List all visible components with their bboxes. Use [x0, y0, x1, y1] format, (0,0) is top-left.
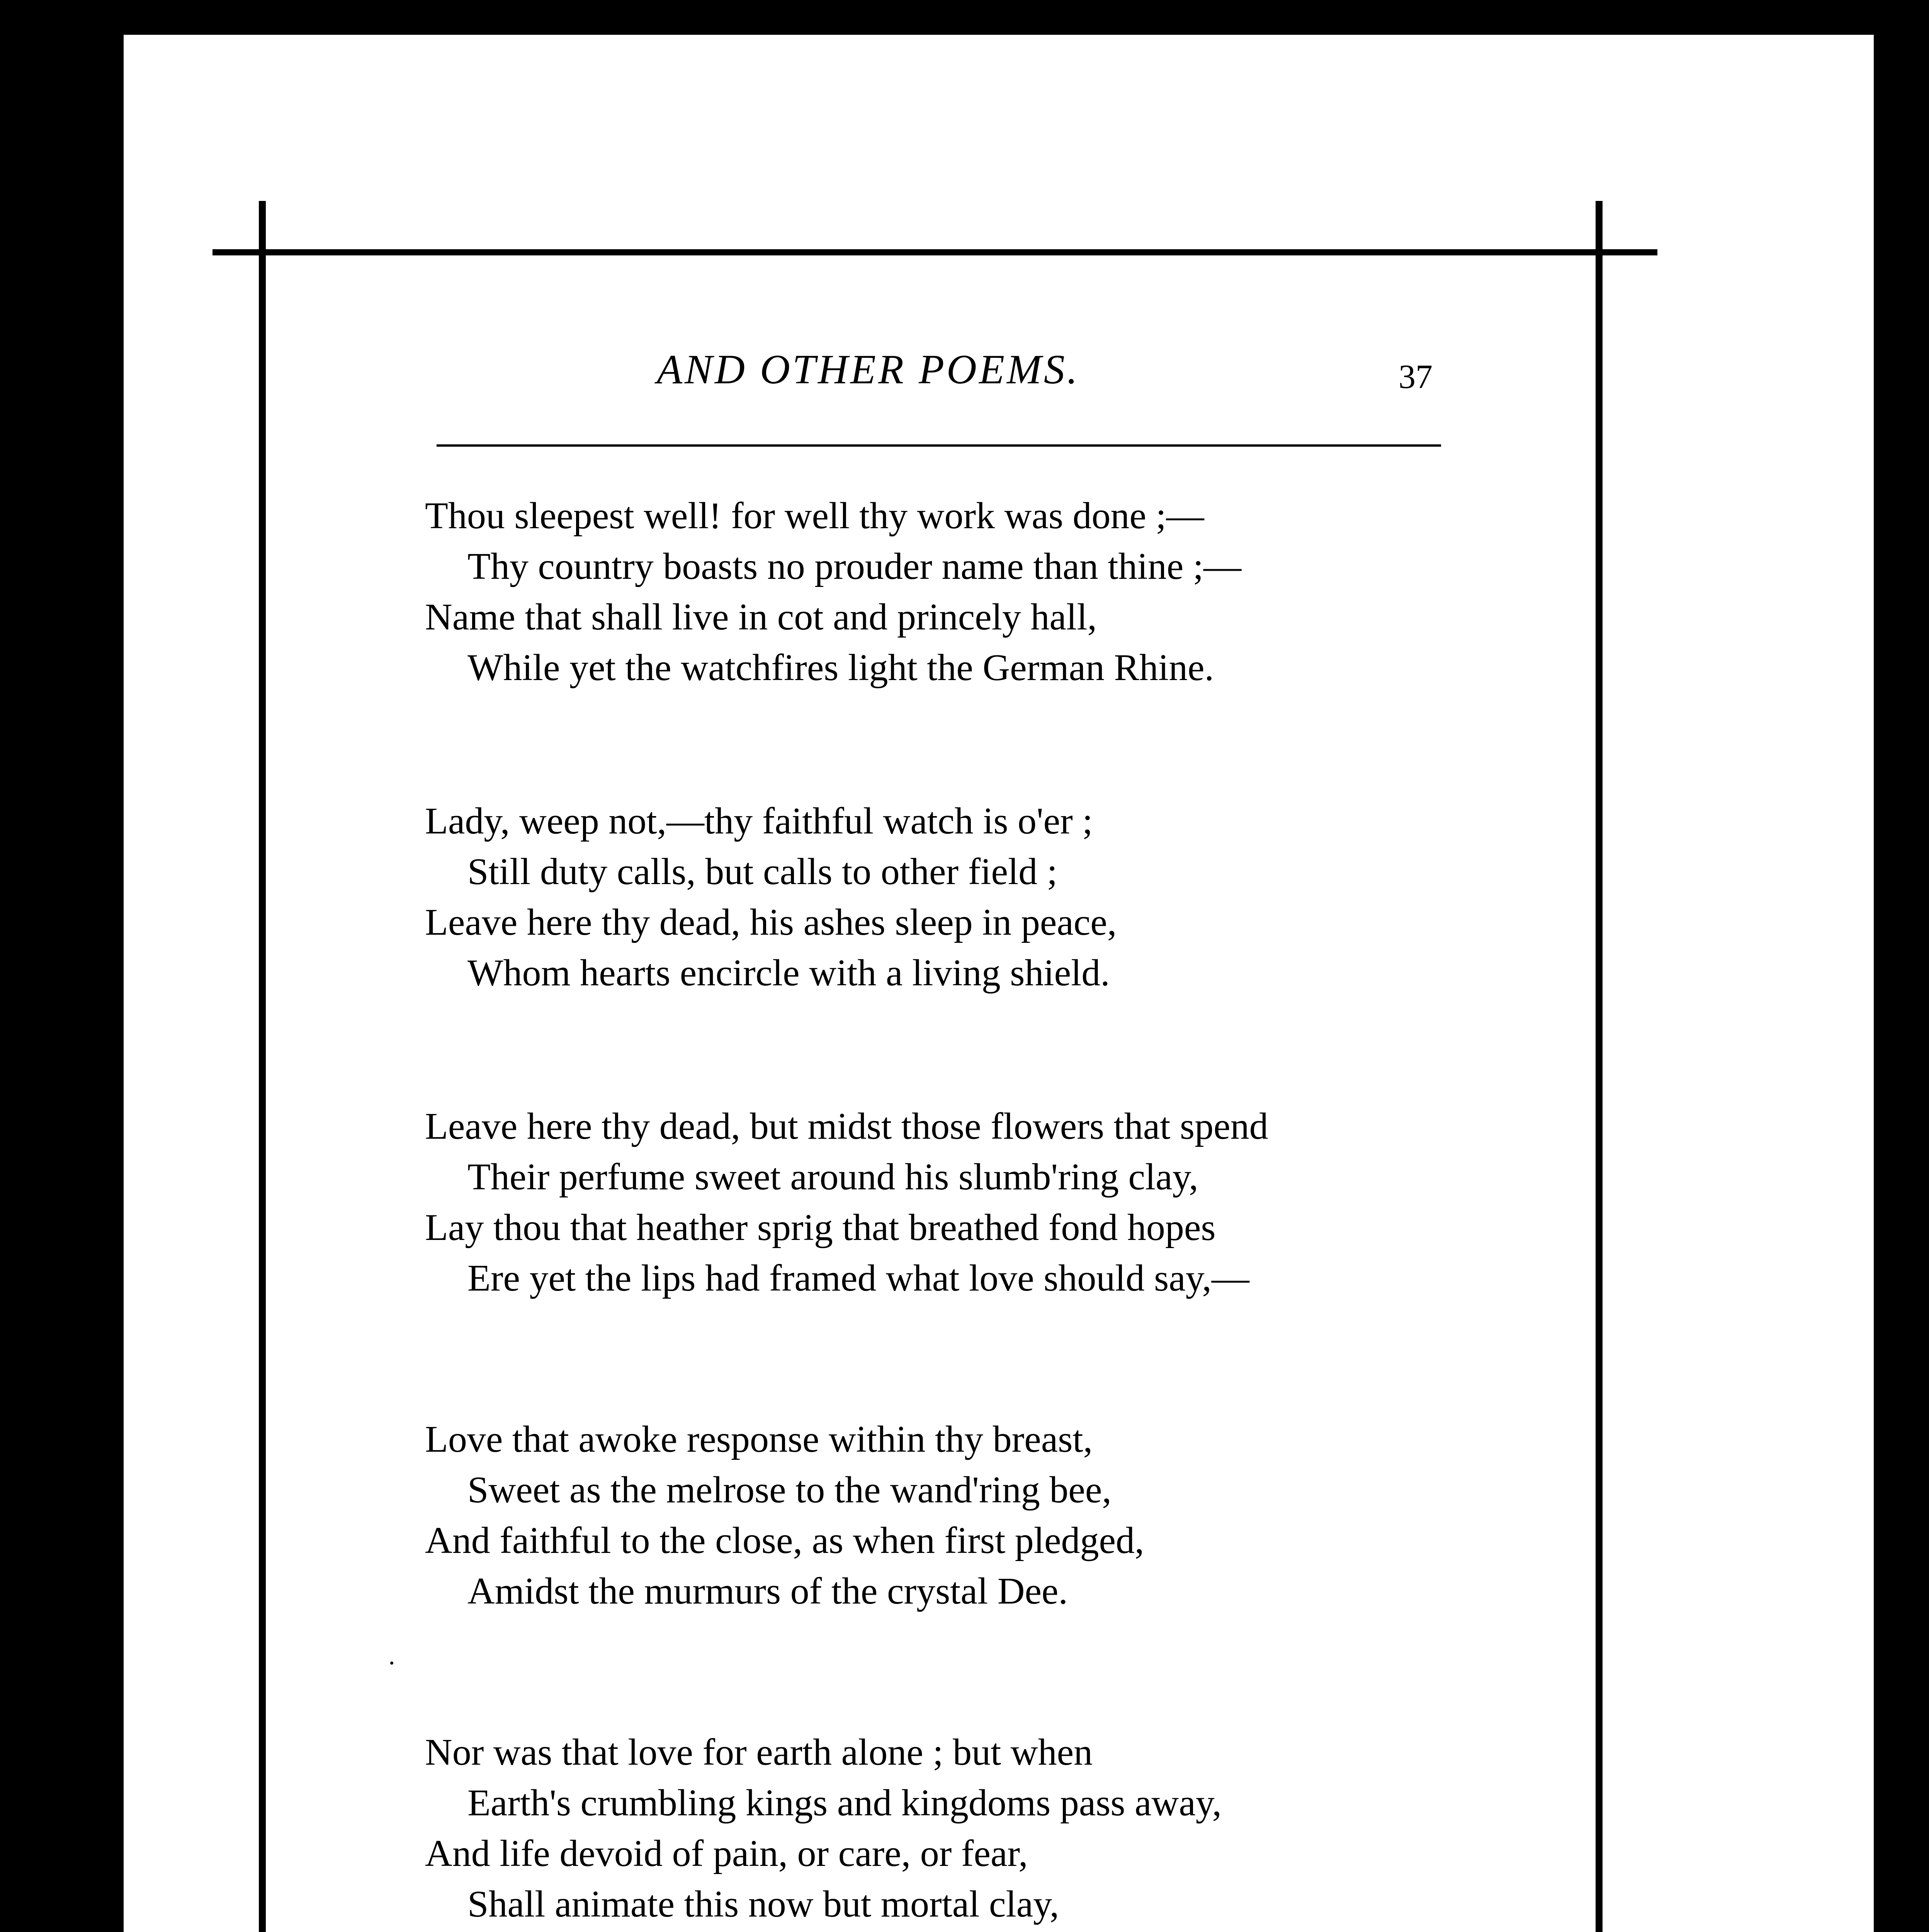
poem-line: Sweet as the melrose to the wand'ring bee,: [467, 1469, 1112, 1511]
stanza: [425, 1727, 1468, 1930]
stanza: [425, 1414, 1468, 1617]
poem-line: Name that shall live in cot and princely hall,: [425, 596, 1097, 638]
poem-line: Amidst the murmurs of the crystal Dee.: [467, 1570, 1068, 1612]
poem-line: Leave here thy dead, his ashes sleep in peace,: [425, 901, 1117, 943]
poem-line: Nor was that love for earth alone ; but when: [425, 1731, 1093, 1773]
poem-line: Ere yet the lips had framed what love should say,—: [467, 1257, 1249, 1299]
frame-top-rule: [212, 249, 1657, 255]
poem-line: Their perfume sweet around his slumb'ring clay,: [467, 1156, 1198, 1198]
stanza: [425, 796, 1468, 998]
stanza: [425, 491, 1468, 693]
frame-left-rule: [259, 201, 266, 1932]
poem-line: Lady, weep not,—thy faithful watch is o'er ;: [425, 800, 1093, 842]
poem-line: Leave here thy dead, but midst those flowers that spend: [425, 1105, 1268, 1147]
running-title: AND OTHER POEMS.: [657, 347, 1080, 393]
poem-line: Still duty calls, but calls to other field ;: [467, 851, 1057, 893]
poem-line: Thou sleepest well! for well thy work was done ;—: [425, 495, 1204, 537]
poem-line: While yet the watchfires light the German Rhine.: [467, 647, 1214, 689]
page-number: 37: [1399, 358, 1433, 396]
poem-line: Whom hearts encircle with a living shield.: [467, 952, 1110, 994]
poem-line: And faithful to the close, as when first pledged,: [425, 1520, 1144, 1561]
stanza: [425, 1101, 1468, 1304]
poem-line: And life devoid of pain, or care, or fear,: [425, 1833, 1028, 1874]
poem-line: Earth's crumbling kings and kingdoms pass away,: [467, 1782, 1222, 1824]
frame-right-rule: [1596, 201, 1603, 1932]
scan-speck: [390, 1662, 393, 1665]
header-rule: [437, 444, 1441, 447]
poem-line: Thy country boasts no prouder name than thine ;—: [467, 546, 1242, 587]
poem-line: Love that awoke response within thy breast,: [425, 1418, 1093, 1460]
poem-line: Shall animate this now but mortal clay,: [467, 1883, 1059, 1925]
poem-line: Lay thou that heather sprig that breathed fond hopes: [425, 1207, 1216, 1248]
